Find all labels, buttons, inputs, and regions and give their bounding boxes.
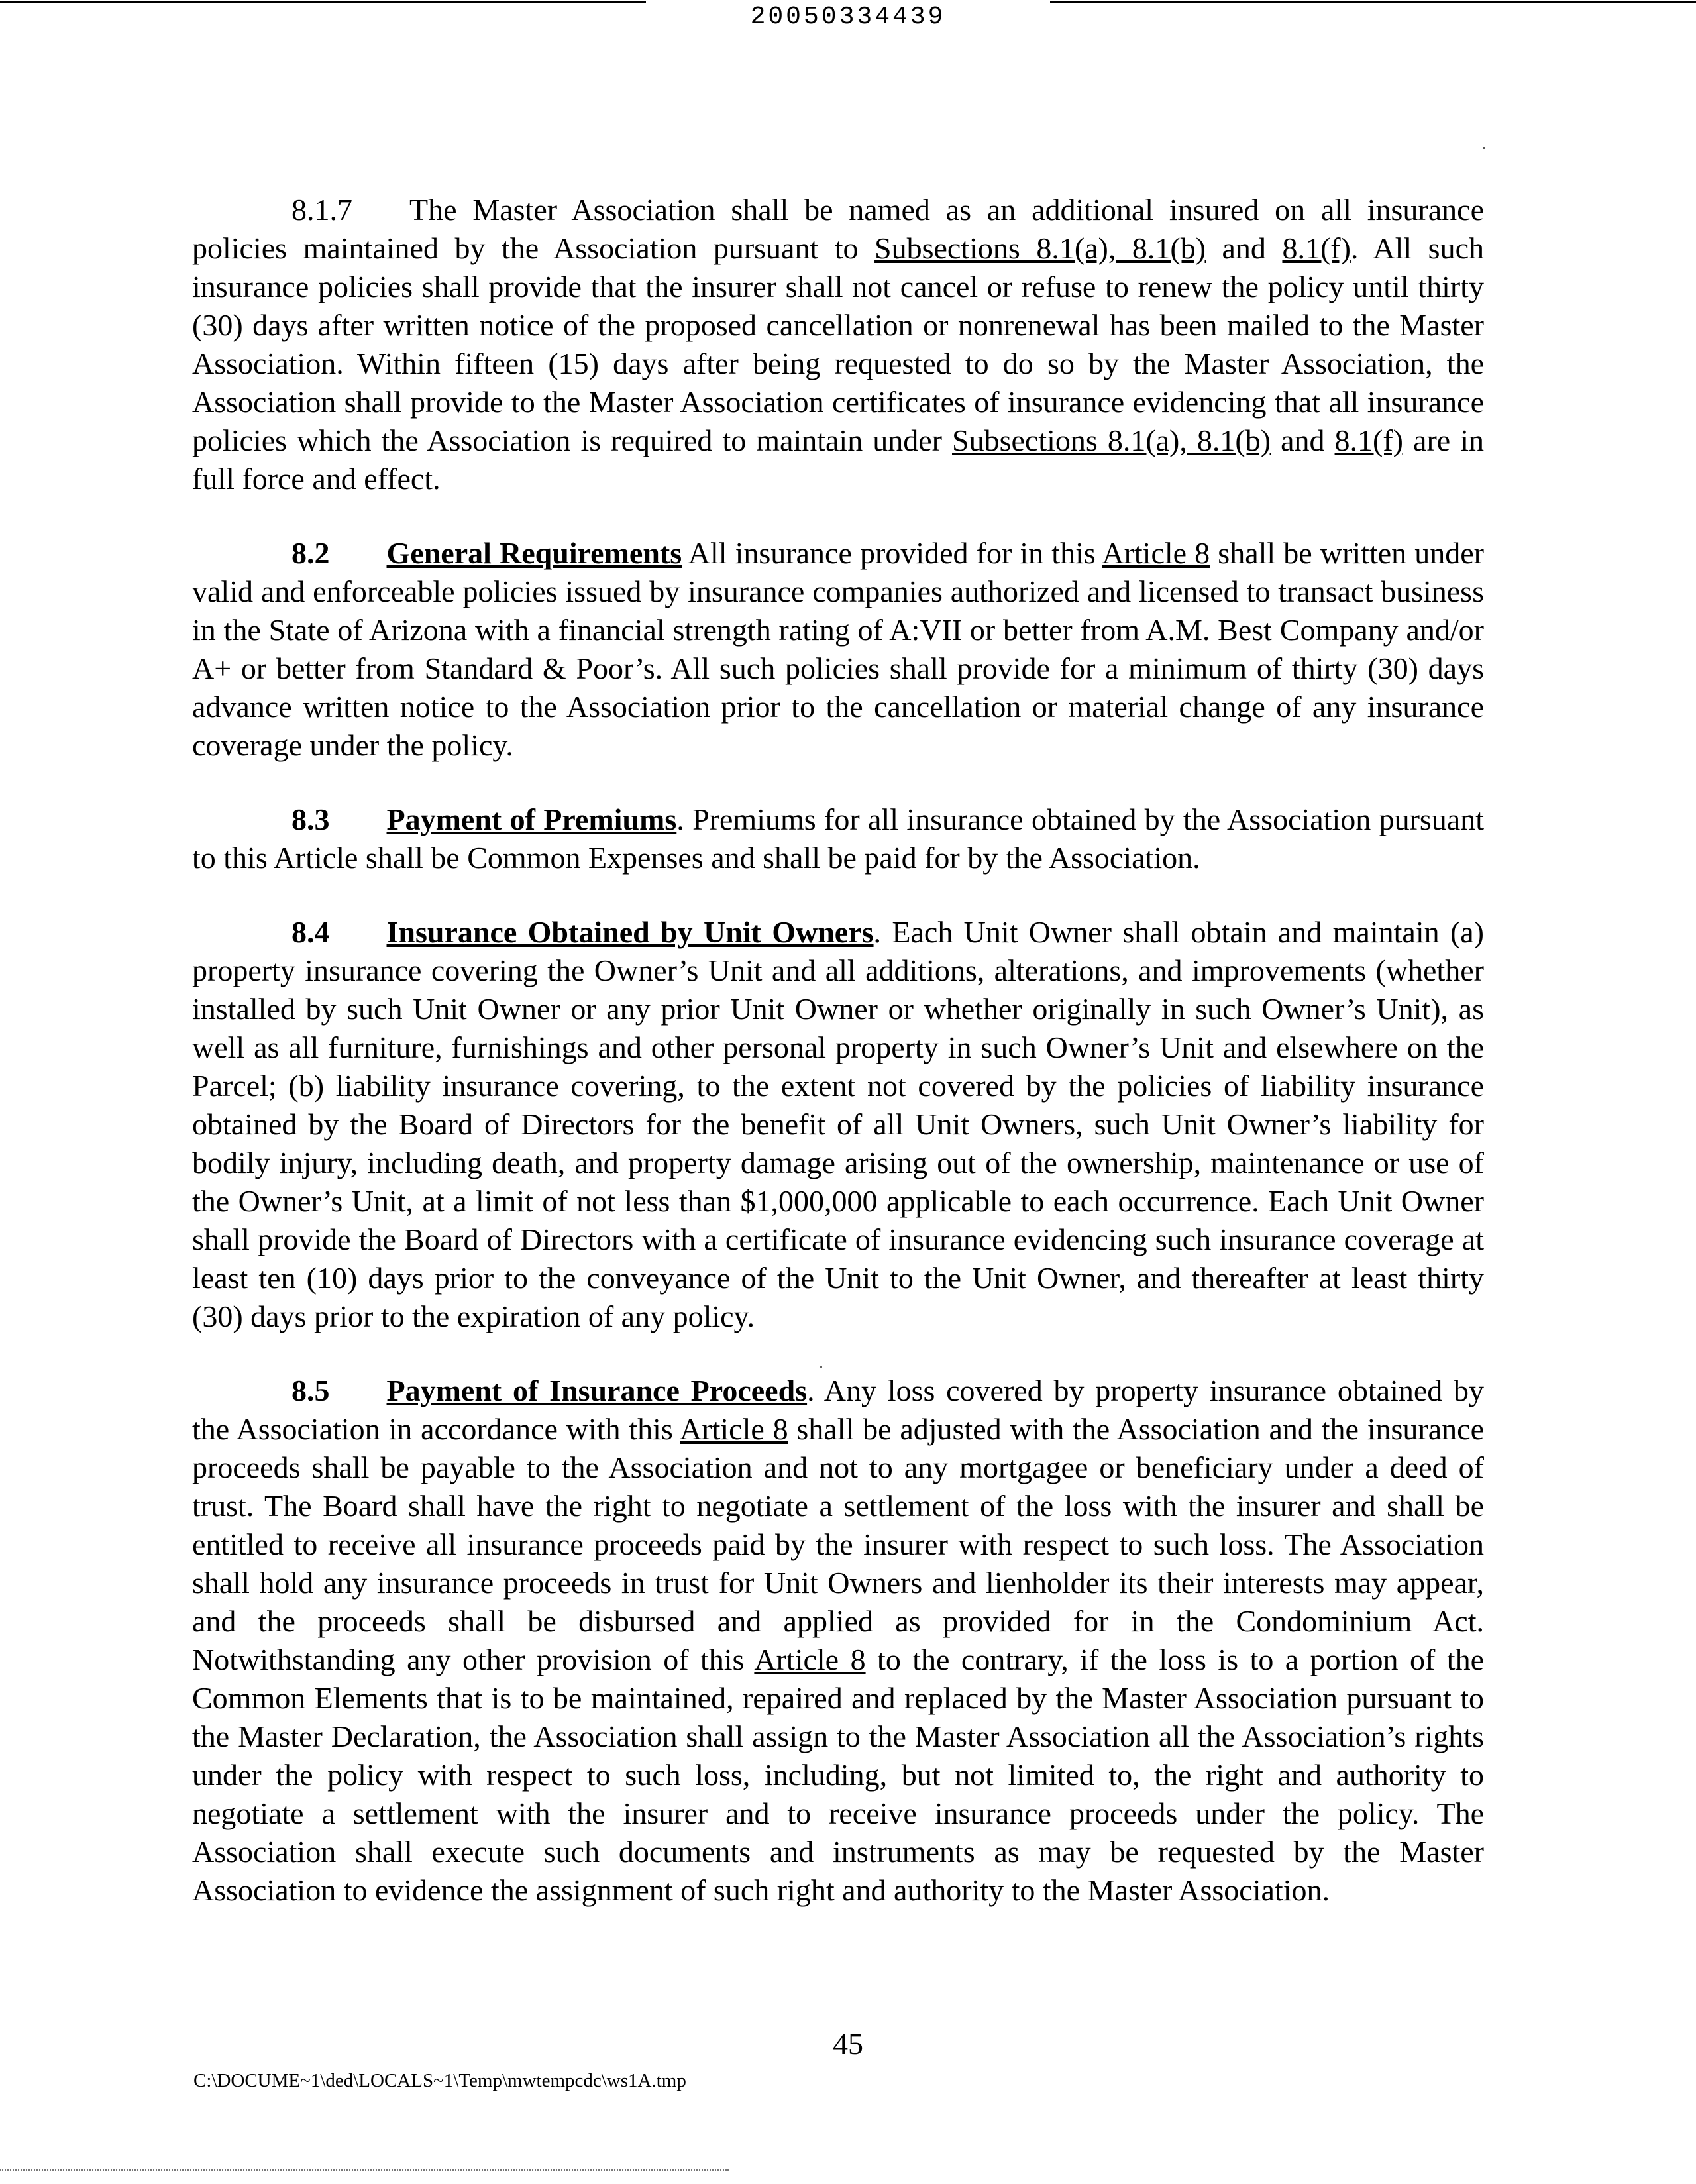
section-text <box>192 802 1484 875</box>
text-run: and <box>1271 423 1335 457</box>
section-heading: Payment of Insurance Proceeds <box>386 1374 808 1407</box>
record-number: 20050334439 <box>750 3 946 31</box>
text-run: and <box>1206 231 1283 265</box>
cross-reference: Article 8 <box>754 1643 866 1676</box>
scan-artifact <box>0 2167 729 2171</box>
section-number: 8.4 <box>292 915 330 949</box>
text-run: shall be written under valid and enforceable policies issued by insurance companies authorized and licensed to transact business in the State of Arizona with a financial strength rating of A:VII or better from A.M. Best Company and/or A+ or better from Standard & Poor’s. All such policies shall provide for a minimum of thirty (30) days advance written notice to the Association prior to the cancellation or material change of any insurance coverage under the policy. <box>192 536 1484 762</box>
text-run: All insurance provided for in this <box>682 536 1102 570</box>
section-number: 8.5 <box>292 1374 330 1407</box>
cross-reference: Subsections 8.1(a), 8.1(b) <box>952 423 1271 457</box>
text-run: . Each Unit Owner shall obtain and maintain (a) property insurance covering the Owner’s Unit and all additions, alterations, and improvements (whether installed by such Unit Owner or any prior Unit Owner or whether originally in such Owner’s Unit), as well as all furniture, furnishings and other personal property in such Owner’s Unit and elsewhere on the Parcel; (b) liability insurance covering, to the extent not covered by the policies of liability insurance obtained by the Board of Directors for the benefit of all Unit Owners, such Unit Owner’s liability for bodily injury, including death, and property damage arising out of the ownership, maintenance or use of the Owner’s Unit, at a limit of not less than $1,000,000 applicable to each occurrence. Each Unit Owner shall provide the Board of Directors with a certificate of insurance evidencing such insurance coverage at least ten (10) days prior to the conveyance of the Unit to the Unit Owner, and thereafter at least thirty (30) days prior to the expiration of any policy. <box>192 915 1484 1333</box>
section-number: 8.1.7 <box>292 193 352 227</box>
file-path: C:\DOCUME~1\ded\LOCALS~1\Temp\mwtempcdc\ws1A.tmp <box>193 2070 686 2091</box>
text-run: to the contrary, if the loss is to a portion of the Common Elements that is to be maintained, repaired and replaced by the Master Association pursuant to the Master Declaration, the Association shall assign to the Master Association all the Association’s rights under the policy with respect to such loss, including, but not limited to, the right and authority to negotiate a settlement with the insurer and to receive insurance proceeds under the policy. The Association shall execute such documents and instruments as may be requested by the Master Association to evidence the assignment of such right and authority to the Master Association. <box>192 1643 1484 1907</box>
section-8-1-7 <box>192 191 1484 498</box>
text-run: The Master Association shall be named as an additional insured on all insurance policies maintained by the Association pursuant to <box>192 193 1484 265</box>
cross-reference: 8.1(f) <box>1334 423 1403 457</box>
scan-speck <box>1483 147 1485 149</box>
section-text <box>192 193 1484 496</box>
document-body <box>192 191 1484 1945</box>
section-heading: General Requirements <box>386 536 682 570</box>
section-number: 8.3 <box>292 802 330 836</box>
section-number: 8.2 <box>292 536 330 570</box>
section-text <box>192 1374 1484 1907</box>
text-run: . Premiums for all insurance obtained by the Association pursuant to this Article shall be Common Expenses and shall be paid for by the Association. <box>192 802 1485 875</box>
section-8-2 <box>192 534 1484 765</box>
cross-reference: Subsections 8.1(a), 8.1(b) <box>874 231 1206 265</box>
text-run: . All such insurance policies shall provide that the insurer shall not cancel or refuse to renew the policy until thirty (30) days after written notice of the proposed cancellation or nonrenewal has been mailed to the Master Association. Within fifteen (15) days after being requested to do so by the Master Association, the Association shall provide to the Master Association certificates of insurance evidencing that all insurance policies which the Association is required to maintain under <box>192 231 1484 457</box>
section-8-3 <box>192 800 1484 877</box>
section-heading: Insurance Obtained by Unit Owners <box>386 915 874 949</box>
text-run: are in full force and effect. <box>192 423 1484 496</box>
section-heading: Payment of Premiums <box>386 802 677 836</box>
section-8-5 <box>192 1372 1484 1910</box>
cross-reference: Article 8 <box>1102 536 1210 570</box>
cross-reference: 8.1(f) <box>1282 231 1351 265</box>
section-text <box>192 915 1484 1333</box>
page-number: 45 <box>833 2027 863 2061</box>
cross-reference: Article 8 <box>680 1412 788 1446</box>
section-text <box>192 536 1484 762</box>
section-8-4 <box>192 913 1484 1336</box>
text-run: . Any loss covered by property insurance obtained by the Association in accordance with this <box>192 1374 1484 1446</box>
text-run: shall be adjusted with the Association and the insurance proceeds shall be payable to the Association and not to any mortgagee or beneficiary under a deed of trust. The Board shall have the right to negotiate a settlement of the loss with the insurer and shall be entitled to receive all insurance proceeds paid by the insurer with respect to such loss. The Association shall hold any insurance proceeds in trust for Unit Owners and lienholder its their interests may appear, and the proceeds shall be disbursed and applied as provided for in the Condominium Act. Notwithstanding any other provision of this <box>192 1412 1484 1676</box>
